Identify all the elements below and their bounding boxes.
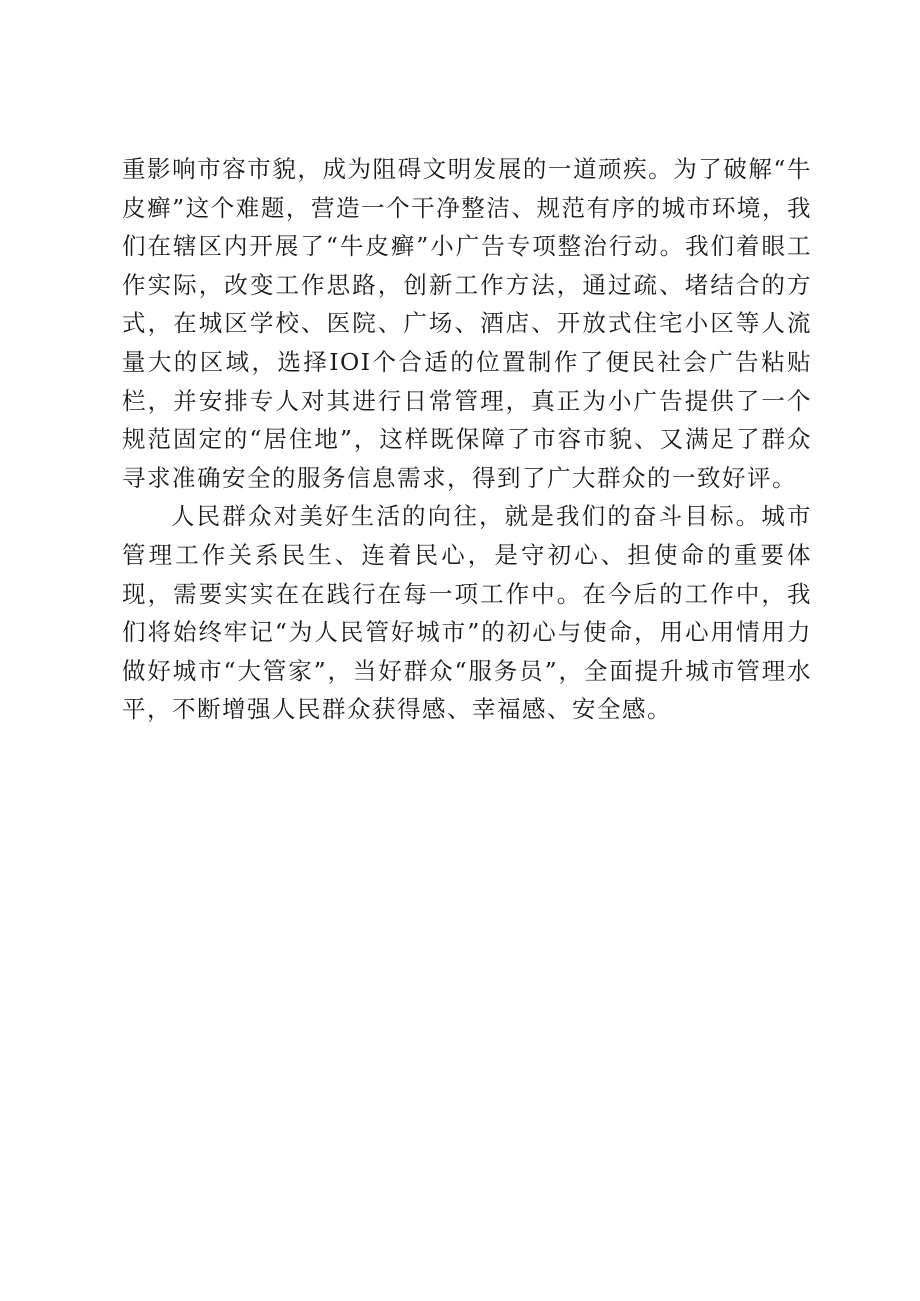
paragraph-2: 人民群众对美好生活的向往，就是我们的奋斗目标。城市管理工作关系民生、连着民心，是守初心、担使命的重要体现，需要实实在在践行在每一项工作中。在今后的工作中，我们将始终牢记“为人民管好城市”的初心与使命，用心用情用力做好城市“大管家”，当好群众“服务员”，全面提升城市管理水平，不断增强人民群众获得感、幸福感、安全感。 xyxy=(122,502,812,724)
document-body xyxy=(122,150,812,729)
paragraph-1: 重影响市容市貌，成为阻碍文明发展的一道顽疾。为了破解“牛皮癣”这个难题，营造一个干净整洁、规范有序的城市环境，我们在辖区内开展了“牛皮癣”小广告专项整治行动。我们着眼工作实际，改变工作思路，创新工作方法，通过疏、堵结合的方式，在城区学校、医院、广场、酒店、开放式住宅小区等人流量大的区域，选择IOI个合适的位置制作了便民社会广告粘贴栏，并安排专人对其进行日常管理，真正为小广告提供了一个规范固定的“居住地”，这样既保障了市容市貌、又满足了群众寻求准确安全的服务信息需求，得到了广大群众的一致好评。 xyxy=(122,155,812,492)
